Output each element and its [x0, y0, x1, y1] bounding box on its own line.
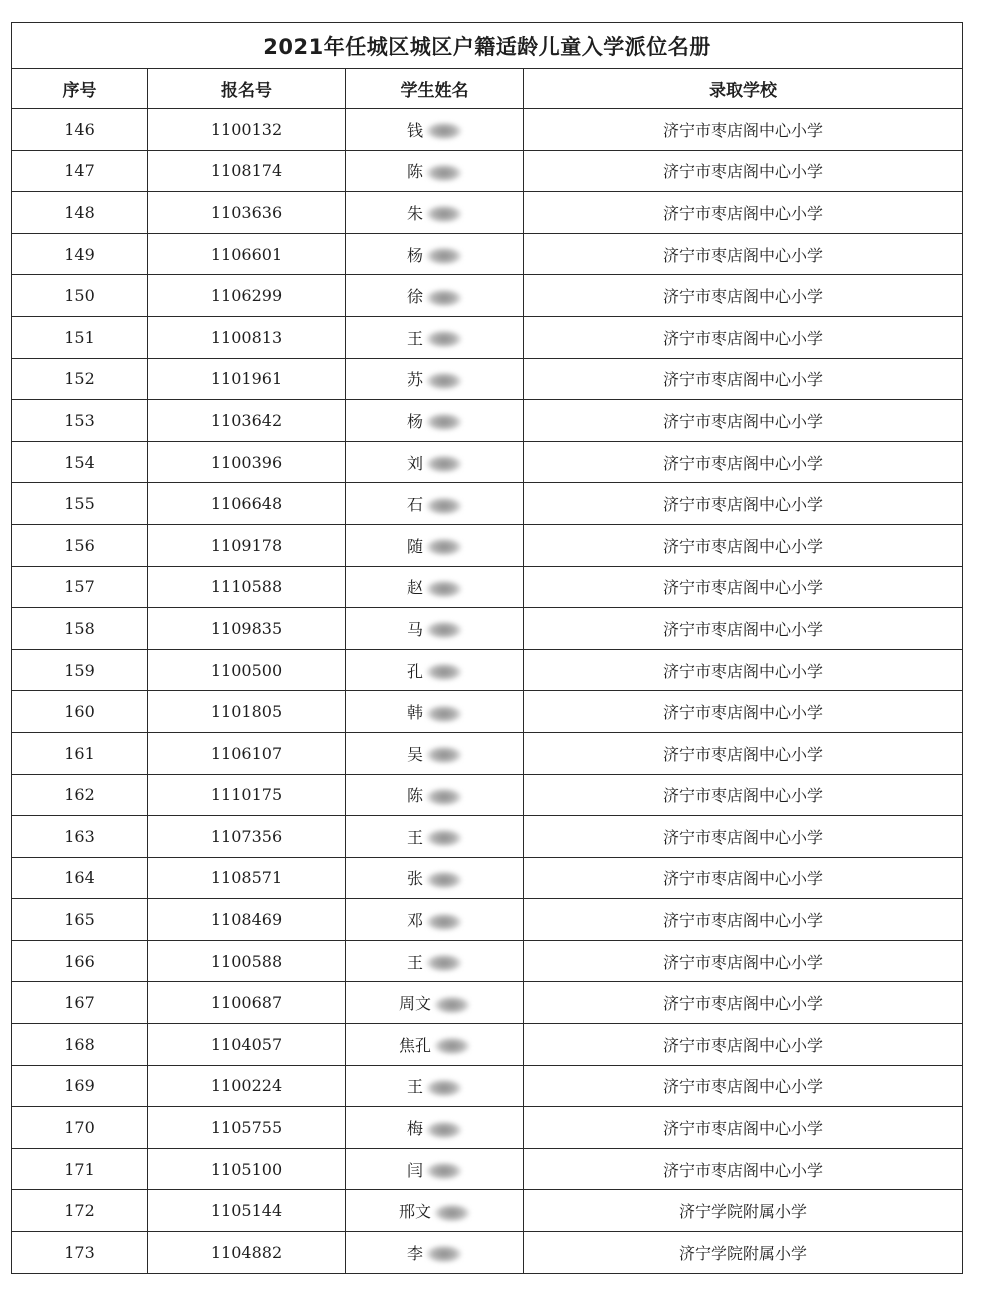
- redacted-name-blur: [426, 580, 462, 598]
- cell-school: 济宁市枣店阁中心小学: [524, 1107, 963, 1149]
- cell-no: 169: [12, 1065, 148, 1107]
- redacted-name-blur: [426, 413, 462, 431]
- student-surname: 杨: [406, 411, 423, 431]
- student-surname: 梅: [406, 1119, 423, 1139]
- cell-school: 济宁市枣店阁中心小学: [524, 524, 963, 566]
- student-surname: 焦孔: [398, 1035, 431, 1055]
- table-row: [12, 982, 963, 1024]
- cell-school: 济宁市枣店阁中心小学: [524, 400, 963, 442]
- cell-student-name: [346, 608, 524, 650]
- redacted-name-blur: [426, 538, 462, 556]
- header-no: 序号: [12, 69, 148, 109]
- cell-student-name: [346, 150, 524, 192]
- redacted-name-blur: [434, 996, 470, 1014]
- redacted-name-blur: [426, 247, 462, 265]
- student-surname: 王: [406, 952, 423, 972]
- cell-school: 济宁市枣店阁中心小学: [524, 109, 963, 151]
- student-surname: 马: [406, 619, 423, 639]
- table-row: [12, 400, 963, 442]
- student-surname: 韩: [406, 703, 423, 723]
- table-row: [12, 608, 963, 650]
- student-surname: 王: [406, 328, 423, 348]
- table-row: [12, 1024, 963, 1066]
- cell-school: 济宁市枣店阁中心小学: [524, 192, 963, 234]
- cell-no: 171: [12, 1148, 148, 1190]
- cell-registration-id: 1103636: [148, 192, 346, 234]
- cell-registration-id: 1105144: [148, 1190, 346, 1232]
- header-student-name: 学生姓名: [346, 69, 524, 109]
- table-row: [12, 358, 963, 400]
- cell-registration-id: 1106601: [148, 233, 346, 275]
- redacted-name-blur: [426, 122, 462, 140]
- table-row: [12, 566, 963, 608]
- cell-school: 济宁学院附属小学: [524, 1232, 963, 1274]
- cell-registration-id: 1105100: [148, 1148, 346, 1190]
- redacted-name-blur: [426, 1162, 462, 1180]
- student-surname: 李: [406, 1243, 423, 1263]
- cell-registration-id: 1100813: [148, 316, 346, 358]
- cell-registration-id: 1109835: [148, 608, 346, 650]
- cell-school: 济宁市枣店阁中心小学: [524, 316, 963, 358]
- redacted-name-blur: [426, 1245, 462, 1263]
- cell-student-name: [346, 899, 524, 941]
- cell-no: 150: [12, 275, 148, 317]
- redacted-name-blur: [426, 330, 462, 348]
- roster-table: [11, 22, 963, 1274]
- redacted-name-blur: [426, 205, 462, 223]
- redacted-name-blur: [426, 913, 462, 931]
- redacted-name-blur: [426, 164, 462, 182]
- cell-student-name: [346, 483, 524, 525]
- redacted-name-blur: [426, 455, 462, 473]
- cell-registration-id: 1100500: [148, 649, 346, 691]
- student-surname: 杨: [406, 245, 423, 265]
- cell-student-name: [346, 649, 524, 691]
- student-surname: 苏: [406, 370, 423, 390]
- cell-student-name: [346, 566, 524, 608]
- table-row: [12, 691, 963, 733]
- table-row: [12, 150, 963, 192]
- cell-no: 156: [12, 524, 148, 566]
- cell-no: 153: [12, 400, 148, 442]
- cell-school: 济宁市枣店阁中心小学: [524, 441, 963, 483]
- redacted-name-blur: [426, 621, 462, 639]
- cell-registration-id: 1108469: [148, 899, 346, 941]
- cell-student-name: [346, 940, 524, 982]
- student-surname: 孔: [406, 661, 423, 681]
- cell-registration-id: 1100224: [148, 1065, 346, 1107]
- cell-student-name: [346, 192, 524, 234]
- table-row: [12, 1148, 963, 1190]
- redacted-name-blur: [426, 1079, 462, 1097]
- cell-registration-id: 1101961: [148, 358, 346, 400]
- cell-student-name: [346, 316, 524, 358]
- cell-school: 济宁市枣店阁中心小学: [524, 566, 963, 608]
- table-row: [12, 1107, 963, 1149]
- cell-no: 157: [12, 566, 148, 608]
- student-surname: 朱: [406, 203, 423, 223]
- cell-registration-id: 1108174: [148, 150, 346, 192]
- cell-school: 济宁市枣店阁中心小学: [524, 1148, 963, 1190]
- cell-no: 155: [12, 483, 148, 525]
- cell-student-name: [346, 400, 524, 442]
- table-row: [12, 1065, 963, 1107]
- cell-student-name: [346, 857, 524, 899]
- cell-no: 154: [12, 441, 148, 483]
- cell-no: 159: [12, 649, 148, 691]
- table-row: [12, 1232, 963, 1274]
- header-row: [12, 69, 963, 109]
- table-row: [12, 275, 963, 317]
- cell-no: 151: [12, 316, 148, 358]
- cell-registration-id: 1103642: [148, 400, 346, 442]
- cell-registration-id: 1100588: [148, 940, 346, 982]
- header-registration-id: 报名号: [148, 69, 346, 109]
- cell-registration-id: 1108571: [148, 857, 346, 899]
- cell-student-name: [346, 1065, 524, 1107]
- header-school: 录取学校: [524, 69, 963, 109]
- table-row: [12, 192, 963, 234]
- cell-student-name: [346, 816, 524, 858]
- redacted-name-blur: [426, 289, 462, 307]
- cell-school: 济宁市枣店阁中心小学: [524, 774, 963, 816]
- table-row: [12, 1190, 963, 1232]
- table-row: [12, 774, 963, 816]
- cell-school: 济宁市枣店阁中心小学: [524, 940, 963, 982]
- cell-no: 172: [12, 1190, 148, 1232]
- document-title: 2021年任城区城区户籍适龄儿童入学派位名册: [12, 23, 963, 69]
- redacted-name-blur: [426, 954, 462, 972]
- table-row: [12, 524, 963, 566]
- student-surname: 刘: [406, 453, 423, 473]
- table-row: [12, 940, 963, 982]
- cell-student-name: [346, 1148, 524, 1190]
- cell-registration-id: 1106299: [148, 275, 346, 317]
- cell-registration-id: 1100132: [148, 109, 346, 151]
- cell-school: 济宁市枣店阁中心小学: [524, 732, 963, 774]
- cell-student-name: [346, 109, 524, 151]
- cell-school: 济宁市枣店阁中心小学: [524, 275, 963, 317]
- cell-student-name: [346, 1190, 524, 1232]
- cell-no: 164: [12, 857, 148, 899]
- cell-registration-id: 1105755: [148, 1107, 346, 1149]
- student-surname: 钱: [406, 120, 423, 140]
- redacted-name-blur: [426, 705, 462, 723]
- cell-no: 160: [12, 691, 148, 733]
- redacted-name-blur: [426, 788, 462, 806]
- redacted-name-blur: [426, 497, 462, 515]
- student-surname: 吴: [406, 744, 423, 764]
- cell-school: 济宁市枣店阁中心小学: [524, 233, 963, 275]
- cell-registration-id: 1101805: [148, 691, 346, 733]
- cell-student-name: [346, 774, 524, 816]
- cell-student-name: [346, 524, 524, 566]
- cell-student-name: [346, 1024, 524, 1066]
- cell-no: 158: [12, 608, 148, 650]
- student-surname: 陈: [406, 162, 423, 182]
- enrollment-roster: [11, 22, 962, 1274]
- cell-student-name: [346, 1107, 524, 1149]
- redacted-name-blur: [426, 829, 462, 847]
- cell-school: 济宁市枣店阁中心小学: [524, 608, 963, 650]
- table-row: [12, 649, 963, 691]
- cell-no: 162: [12, 774, 148, 816]
- redacted-name-blur: [426, 663, 462, 681]
- cell-registration-id: 1110175: [148, 774, 346, 816]
- cell-no: 173: [12, 1232, 148, 1274]
- cell-no: 163: [12, 816, 148, 858]
- cell-registration-id: 1106107: [148, 732, 346, 774]
- cell-registration-id: 1104882: [148, 1232, 346, 1274]
- student-surname: 随: [406, 536, 423, 556]
- table-row: [12, 483, 963, 525]
- cell-school: 济宁市枣店阁中心小学: [524, 982, 963, 1024]
- cell-no: 152: [12, 358, 148, 400]
- cell-school: 济宁市枣店阁中心小学: [524, 857, 963, 899]
- student-surname: 赵: [406, 578, 423, 598]
- cell-registration-id: 1100687: [148, 982, 346, 1024]
- cell-school: 济宁市枣店阁中心小学: [524, 1024, 963, 1066]
- cell-no: 165: [12, 899, 148, 941]
- cell-no: 146: [12, 109, 148, 151]
- cell-no: 168: [12, 1024, 148, 1066]
- cell-no: 166: [12, 940, 148, 982]
- table-row: [12, 816, 963, 858]
- table-row: [12, 109, 963, 151]
- redacted-name-blur: [426, 746, 462, 764]
- cell-registration-id: 1109178: [148, 524, 346, 566]
- cell-school: 济宁市枣店阁中心小学: [524, 899, 963, 941]
- cell-registration-id: 1110588: [148, 566, 346, 608]
- cell-student-name: [346, 441, 524, 483]
- cell-no: 161: [12, 732, 148, 774]
- cell-registration-id: 1107356: [148, 816, 346, 858]
- cell-student-name: [346, 982, 524, 1024]
- cell-student-name: [346, 358, 524, 400]
- table-row: [12, 899, 963, 941]
- table-row: [12, 441, 963, 483]
- cell-student-name: [346, 691, 524, 733]
- student-surname: 周文: [398, 994, 431, 1014]
- cell-school: 济宁市枣店阁中心小学: [524, 1065, 963, 1107]
- cell-student-name: [346, 732, 524, 774]
- student-surname: 邢文: [398, 1202, 431, 1222]
- cell-school: 济宁市枣店阁中心小学: [524, 150, 963, 192]
- cell-no: 167: [12, 982, 148, 1024]
- cell-student-name: [346, 1232, 524, 1274]
- table-row: [12, 857, 963, 899]
- student-surname: 闫: [406, 1160, 423, 1180]
- cell-school: 济宁市枣店阁中心小学: [524, 483, 963, 525]
- table-row: [12, 233, 963, 275]
- cell-no: 170: [12, 1107, 148, 1149]
- cell-school: 济宁市枣店阁中心小学: [524, 649, 963, 691]
- student-surname: 邓: [406, 911, 423, 931]
- redacted-name-blur: [426, 871, 462, 889]
- cell-school: 济宁学院附属小学: [524, 1190, 963, 1232]
- cell-registration-id: 1100396: [148, 441, 346, 483]
- cell-no: 147: [12, 150, 148, 192]
- roster-body: [12, 109, 963, 1274]
- cell-school: 济宁市枣店阁中心小学: [524, 691, 963, 733]
- redacted-name-blur: [426, 1121, 462, 1139]
- cell-student-name: [346, 275, 524, 317]
- cell-student-name: [346, 233, 524, 275]
- cell-school: 济宁市枣店阁中心小学: [524, 358, 963, 400]
- student-surname: 王: [406, 827, 423, 847]
- student-surname: 徐: [406, 287, 423, 307]
- table-row: [12, 732, 963, 774]
- student-surname: 张: [406, 869, 423, 889]
- redacted-name-blur: [426, 372, 462, 390]
- redacted-name-blur: [434, 1204, 470, 1222]
- cell-registration-id: 1104057: [148, 1024, 346, 1066]
- table-row: [12, 316, 963, 358]
- student-surname: 王: [406, 1077, 423, 1097]
- cell-no: 148: [12, 192, 148, 234]
- cell-registration-id: 1106648: [148, 483, 346, 525]
- cell-no: 149: [12, 233, 148, 275]
- redacted-name-blur: [434, 1037, 470, 1055]
- student-surname: 陈: [406, 786, 423, 806]
- cell-school: 济宁市枣店阁中心小学: [524, 816, 963, 858]
- student-surname: 石: [406, 495, 423, 515]
